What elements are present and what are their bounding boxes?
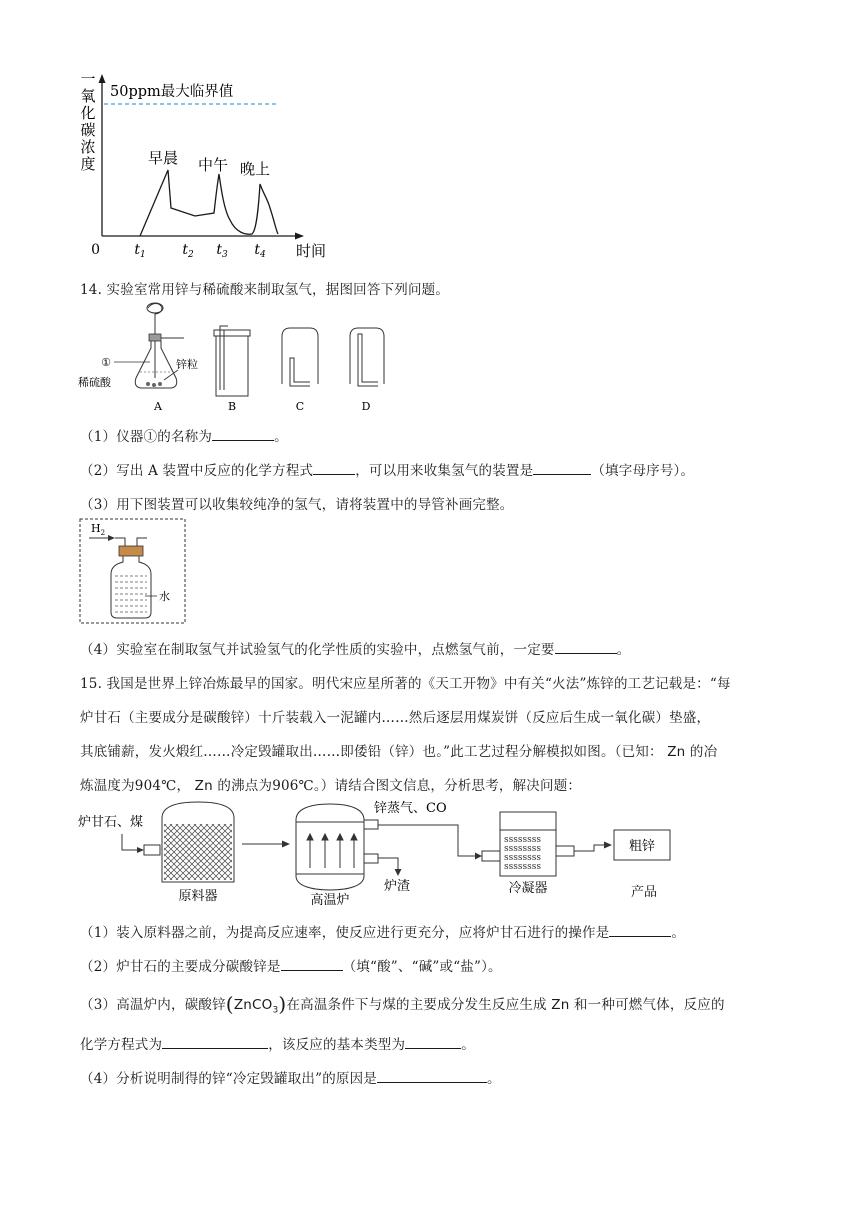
q15-part3-line2: 化学方程式为 ，该反应的基本类型为 。 <box>80 1037 475 1053</box>
x-tick-t4: $t_4$ <box>254 242 266 260</box>
x-axis-label: 时间 <box>296 242 327 260</box>
zinc-process-figure <box>78 798 688 906</box>
svg-text:D: D <box>361 400 371 413</box>
apparatus-d <box>350 328 384 413</box>
svg-text:ssssssss: ssssssss <box>504 853 541 863</box>
svg-text:B: B <box>227 400 237 413</box>
svg-text:粗锌: 粗锌 <box>628 839 656 854</box>
y-axis-arrow <box>99 74 106 83</box>
q14-part4: （4）实验室在制取氢气并试验氢气的化学性质的实验中，点燃氢气前，一定要 。 <box>80 642 631 658</box>
q15-stem-line1: 15. 我国是世界上锌冶炼最早的国家。明代宋应星所著的《天工开物》中有关“火法”炼锌的工艺记载是：“每 <box>80 676 731 692</box>
h2-collection-figure <box>79 518 187 624</box>
answer-blank[interactable] <box>377 1070 487 1083</box>
svg-text:ssssssss: ssssssss <box>504 862 541 872</box>
svg-text:稀硫酸: 稀硫酸 <box>78 376 111 389</box>
x-tick-t2: $t_2$ <box>182 242 194 260</box>
svg-text:锌蒸气、CO: 锌蒸气、CO <box>374 801 447 816</box>
q15-part2: （2）炉甘石的主要成分碳酸锌是 （填“酸”、“碱”或“盐”）。 <box>80 959 502 975</box>
svg-text:高温炉: 高温炉 <box>310 893 350 906</box>
svg-text:炉甘石、煤: 炉甘石、煤 <box>78 815 144 830</box>
svg-text:A: A <box>154 400 162 413</box>
answer-blank[interactable] <box>313 462 355 475</box>
furnace <box>296 804 378 890</box>
q15-stem-line4: 炼温度为904℃， Zn 的沸点为906℃。）请结合图文信息，分析思考，解决问题： <box>80 778 582 794</box>
answer-blank[interactable] <box>281 958 343 971</box>
raw-material-vessel <box>162 802 234 882</box>
q15-part3-line1: （3）高温炉内，碳酸锌(ZnCO$_3$)在高温条件下与煤的主要成分发生反应生成 Zn 和一种可燃气体，反应的 <box>80 992 725 1016</box>
q14-part2: （2）写出 A 装置中反应的化学方程式 ，可以用来收集氢气的装置是 （填字母序号）。 <box>80 463 695 479</box>
gas-label: $H_2$ <box>91 522 106 537</box>
x-tick-t3: $t_3$ <box>216 242 228 260</box>
annotation-noon: 中午 <box>198 156 229 174</box>
x-axis-arrow <box>295 233 304 240</box>
q15-part1: （1）装入原料器之前，为提高反应速率，使反应进行更充分，应将炉甘石进行的操作是 。 <box>80 925 686 941</box>
q15-stem-line2: 炉甘石（主要成分是碳酸锌）十斤装载入一泥罐内……然后逐层用煤炭饼（反应后生成一氧化碳）垫盛， <box>80 710 711 726</box>
svg-text:炉渣: 炉渣 <box>384 879 411 894</box>
svg-text:原料器: 原料器 <box>178 889 218 904</box>
answer-blank[interactable] <box>555 641 617 654</box>
svg-text:ssssssss: ssssssss <box>504 844 541 854</box>
co-curve <box>140 170 278 236</box>
answer-blank[interactable] <box>162 1036 268 1049</box>
annotation-evening: 晚上 <box>240 160 271 178</box>
q15-stem-line3: 其底铺薪，发火煅红……冷定毁罐取出……即倭铅（锌）也。”此工艺过程分解模拟如图。（已知： Zn 的冶 <box>80 744 718 760</box>
svg-text:C: C <box>295 400 305 413</box>
svg-text:锌粒: 锌粒 <box>176 358 198 371</box>
svg-text:ssssssss: ssssssss <box>504 835 541 845</box>
threshold-label: 50ppm最大临界值 <box>110 84 234 100</box>
condenser <box>482 812 574 876</box>
svg-text:水: 水 <box>159 590 170 603</box>
answer-blank[interactable] <box>533 462 591 475</box>
q14-part1: （1）仪器①的名称为 。 <box>80 429 288 445</box>
answer-blank[interactable] <box>405 1036 461 1049</box>
q14-part3: （3）用下图装置可以收集较纯净的氢气，请将装置中的导管补画完整。 <box>80 497 514 513</box>
y-axis-label: 一氧化碳浓度 <box>80 70 96 173</box>
answer-blank[interactable] <box>609 924 671 937</box>
svg-text:冷凝器: 冷凝器 <box>508 881 548 896</box>
q15-part4: （4）分析说明制得的锌“冷定毁罐取出”的原因是 。 <box>80 1071 501 1087</box>
apparatus-c <box>282 328 318 413</box>
svg-text:①: ① <box>101 356 111 369</box>
apparatus-a <box>78 303 198 413</box>
x-tick-t1: $t_1$ <box>134 242 146 260</box>
svg-text:产品: 产品 <box>630 885 658 900</box>
answer-blank[interactable] <box>212 428 274 441</box>
q14-stem: 14. 实验室常用锌与稀硫酸来制取氢气，据图回答下列问题。 <box>80 282 450 298</box>
annotation-morning: 早晨 <box>148 149 179 167</box>
q14-apparatus-figure <box>78 300 398 420</box>
apparatus-b <box>214 326 250 413</box>
co-concentration-chart <box>78 70 348 262</box>
origin-label: 0 <box>91 242 100 258</box>
